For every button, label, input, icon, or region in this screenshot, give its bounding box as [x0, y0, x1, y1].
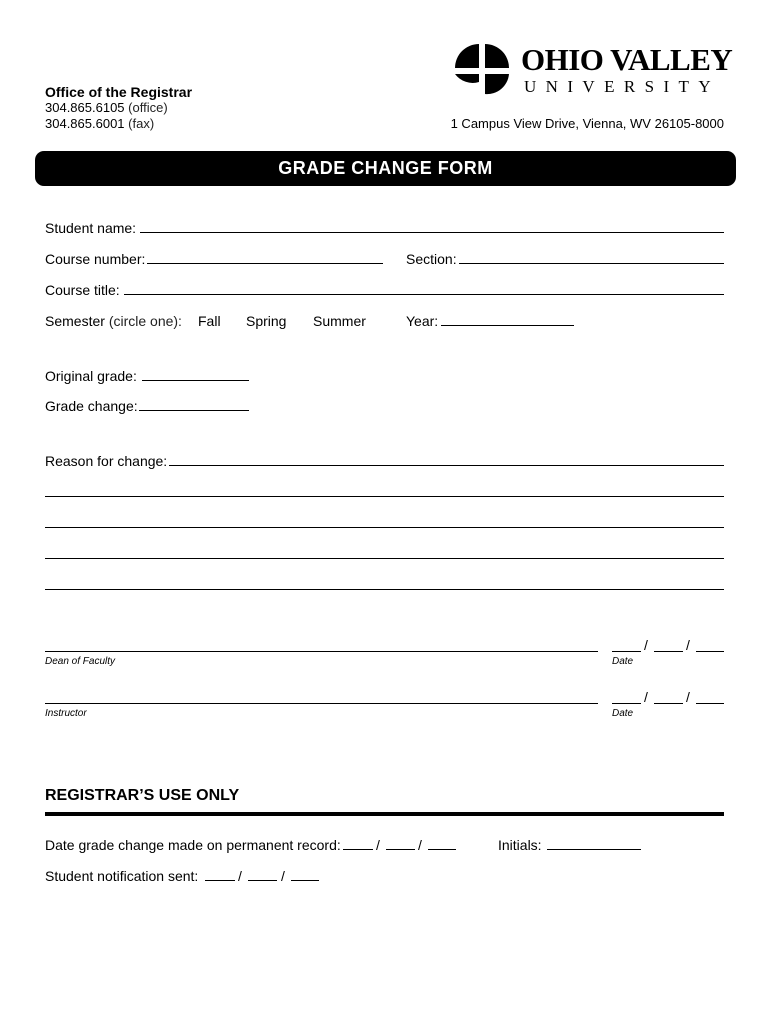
- course-title-label: Course title:: [45, 282, 120, 298]
- semester-option-summer[interactable]: Summer: [313, 313, 366, 329]
- course-title-field[interactable]: [124, 294, 724, 295]
- instructor-date-year-field[interactable]: [696, 703, 724, 704]
- reason-field-line-4[interactable]: [45, 558, 724, 559]
- notification-slash-1: /: [238, 868, 242, 884]
- date-made-slash-2: /: [418, 837, 422, 853]
- fax-phone-label: (fax): [128, 116, 155, 131]
- course-number-field[interactable]: [147, 263, 383, 264]
- original-grade-label: Original grade:: [45, 368, 137, 384]
- date-made-slash-1: /: [376, 837, 380, 853]
- instructor-date-slash-1: /: [644, 689, 648, 705]
- office-phone-label: (office): [128, 100, 168, 115]
- semester-option-fall[interactable]: Fall: [198, 313, 221, 329]
- instructor-label: Instructor: [45, 708, 87, 719]
- initials-label: Initials:: [498, 837, 542, 853]
- instructor-date-slash-2: /: [686, 689, 690, 705]
- dean-date-month-field[interactable]: [612, 651, 641, 652]
- notification-label: Student notification sent:: [45, 868, 199, 884]
- notification-year-field[interactable]: [291, 880, 319, 881]
- reason-field-line-2[interactable]: [45, 496, 724, 497]
- instructor-date-day-field[interactable]: [654, 703, 683, 704]
- date-made-label: Date grade change made on permanent record:: [45, 837, 341, 853]
- year-field[interactable]: [441, 325, 574, 326]
- grade-change-field[interactable]: [139, 410, 249, 411]
- semester-option-spring[interactable]: Spring: [246, 313, 287, 329]
- logo-name: OHIO VALLEY: [521, 42, 733, 77]
- course-number-label: Course number:: [45, 251, 146, 267]
- reason-field-line-5[interactable]: [45, 589, 724, 590]
- address: 1 Campus View Drive, Vienna, WV 26105-8000: [450, 116, 724, 131]
- year-label: Year:: [406, 313, 439, 329]
- office-title: Office of the Registrar: [45, 84, 193, 100]
- semester-label-text: Semester: [45, 313, 105, 329]
- form-title-banner: [35, 151, 736, 186]
- date-made-day-field[interactable]: [386, 849, 415, 850]
- semester-label: [45, 313, 182, 329]
- instructor-signature-field[interactable]: [45, 703, 598, 704]
- dean-date-slash-2: /: [686, 637, 690, 653]
- dean-label: Dean of Faculty: [45, 656, 116, 667]
- date-made-month-field[interactable]: [343, 849, 373, 850]
- student-name-field[interactable]: [140, 232, 724, 233]
- instructor-date-month-field[interactable]: [612, 703, 641, 704]
- date-made-year-field[interactable]: [428, 849, 456, 850]
- reason-label: Reason for change:: [45, 453, 168, 469]
- dean-date-label: Date: [612, 656, 634, 667]
- fax-phone-number: 304.865.6001: [45, 116, 125, 131]
- section-label: Section:: [406, 251, 457, 267]
- section-field[interactable]: [459, 263, 724, 264]
- office-phone: [45, 100, 168, 115]
- fax-phone: [45, 116, 154, 131]
- dean-date-year-field[interactable]: [696, 651, 724, 652]
- reason-field-line-3[interactable]: [45, 527, 724, 528]
- dean-date-day-field[interactable]: [654, 651, 683, 652]
- university-logo-icon: [452, 42, 512, 97]
- office-phone-number: 304.865.6105: [45, 100, 125, 115]
- dean-signature-field[interactable]: [45, 651, 598, 652]
- registrar-divider: [45, 812, 724, 816]
- instructor-date-label: Date: [612, 708, 634, 719]
- initials-field[interactable]: [547, 849, 641, 850]
- student-name-label: Student name:: [45, 220, 137, 236]
- semester-note: (circle one):: [108, 313, 182, 329]
- dean-date-slash-1: /: [644, 637, 648, 653]
- reason-field-line-1[interactable]: [169, 465, 724, 466]
- notification-day-field[interactable]: [248, 880, 277, 881]
- notification-slash-2: /: [281, 868, 285, 884]
- grade-change-label: Grade change:: [45, 398, 138, 414]
- logo-subname: UNIVERSITY: [524, 77, 720, 96]
- notification-month-field[interactable]: [205, 880, 235, 881]
- original-grade-field[interactable]: [142, 380, 249, 381]
- registrar-heading: REGISTRAR’S USE ONLY: [45, 787, 240, 804]
- form-title: GRADE CHANGE FORM: [278, 158, 493, 178]
